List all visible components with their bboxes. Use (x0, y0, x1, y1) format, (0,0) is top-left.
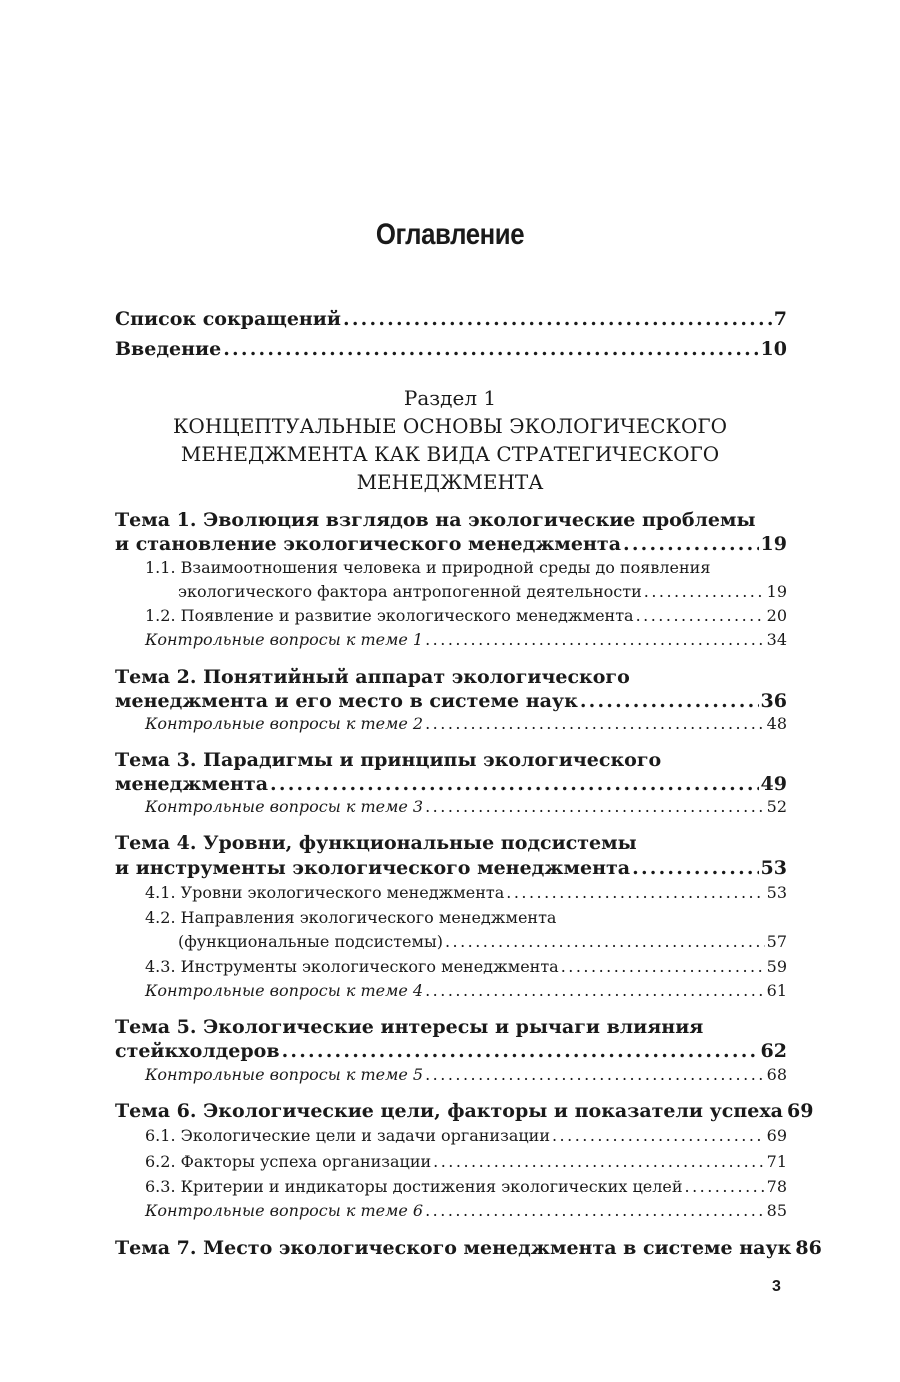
toc-entry-label: Контрольные вопросы к теме 6 (145, 1201, 424, 1220)
toc-entry-label: менеджмента и его место в системе наук (115, 690, 578, 712)
topic-title-line[interactable]: Тема 3. Парадигмы и принципы экологического (115, 749, 662, 771)
toc-entry-page: 62 (760, 1040, 787, 1062)
topic-title-line[interactable]: Тема 1. Эволюция взглядов на экологические проблемы (115, 509, 756, 531)
toc-entry-label: 6.3. Критерии и индикаторы достижения экологических целей (145, 1177, 683, 1196)
toc-entry-page: 69 (787, 1100, 814, 1122)
toc-entry-label: Введение (115, 338, 222, 360)
toc-entry-page: 20 (766, 606, 787, 625)
toc-entry-label: (функциональные подсистемы) (178, 932, 443, 951)
toc-entry-subtopic-1-1[interactable] (178, 580, 787, 604)
toc-entry-subtopic-6-1[interactable] (145, 1124, 787, 1148)
toc-entry-page: 71 (766, 1152, 787, 1171)
toc-entry-label: и инструменты экологического менеджмента (115, 857, 631, 879)
toc-entry-label: и становление экологического менеджмента (115, 533, 622, 555)
toc-entry-topic-5[interactable] (115, 1038, 787, 1064)
toc-entry-page: 19 (766, 582, 787, 601)
toc-entry-label: менеджмента (115, 773, 269, 795)
toc-entry-label: 4.1. Уровни экологического менеджмента (145, 883, 505, 902)
page-number: 3 (772, 1278, 781, 1295)
section-title-line: КОНЦЕПТУАЛЬНЫЕ ОСНОВЫ ЭКОЛОГИЧЕСКОГО (172, 414, 728, 438)
toc-entry-page: 57 (766, 932, 787, 951)
toc-entry-page: 7 (773, 308, 787, 330)
toc-entry-subtopic-4-1[interactable] (145, 881, 787, 905)
section-title-line: МЕНЕДЖМЕНТА (356, 470, 544, 494)
toc-entry-page: 59 (766, 957, 787, 976)
toc-entry-questions-2[interactable] (145, 712, 787, 736)
page-title: Оглавление (375, 218, 525, 251)
toc-entry-page: 19 (760, 533, 787, 555)
toc-entry-label: Контрольные вопросы к теме 1 (145, 630, 424, 649)
toc-entry-subtopic-4-3[interactable] (145, 955, 787, 979)
toc-entry-label: Контрольные вопросы к теме 4 (145, 981, 424, 1000)
toc-entry-questions-4[interactable] (145, 979, 787, 1003)
toc-entry-page: 10 (760, 338, 787, 360)
topic-title-line[interactable]: Тема 2. Понятийный аппарат экологического (115, 666, 630, 688)
section-heading (0, 384, 900, 496)
topic-title-line[interactable]: Тема 4. Уровни, функциональные подсистемы (115, 832, 637, 854)
toc-entry-label: 4.3. Инструменты экологического менеджмента (145, 957, 559, 976)
toc-entry-questions-6[interactable] (145, 1199, 787, 1223)
toc-entry-page: 61 (766, 981, 787, 1000)
toc-entry-label: 6.2. Факторы успеха организации (145, 1152, 432, 1171)
toc-entry-subtopic-6-3[interactable] (145, 1175, 787, 1199)
toc-entry-page: 48 (766, 714, 787, 733)
toc-entry-questions-3[interactable] (145, 795, 787, 819)
toc-entry-label: экологического фактора антропогенной деятельности (178, 582, 642, 601)
toc-entry-page: 49 (760, 773, 787, 795)
toc-entry-page: 69 (766, 1126, 787, 1145)
toc-entry-page: 78 (766, 1177, 787, 1196)
toc-entry-label: стейкхолдеров (115, 1040, 280, 1062)
toc-entry-subtopic-1-2[interactable] (145, 604, 787, 628)
toc-entry-abbreviations[interactable] (115, 306, 787, 332)
section-number: Раздел 1 (403, 386, 497, 410)
toc-entry-page: 53 (760, 857, 787, 879)
toc-entry-label: Контрольные вопросы к теме 3 (145, 797, 424, 816)
toc-entry-label: 1.2. Появление и развитие экологического менеджмента (145, 606, 634, 625)
subtopic-title-line[interactable]: 1.1. Взаимоотношения человека и природной среды до появления (145, 558, 711, 577)
toc-entry-topic-7[interactable] (115, 1235, 822, 1261)
toc-entry-label: Список сокращений (115, 308, 341, 330)
toc-entry-page: 52 (766, 797, 787, 816)
subtopic-title-line[interactable]: 4.2. Направления экологического менеджмента (145, 908, 557, 927)
toc-entry-page: 36 (760, 690, 787, 712)
toc-entry-subtopic-6-2[interactable] (145, 1150, 787, 1174)
toc-entry-topic-6[interactable] (115, 1098, 814, 1124)
toc-entry-page: 85 (766, 1201, 787, 1220)
toc-entry-questions-1[interactable] (145, 628, 787, 652)
toc-entry-page: 68 (766, 1065, 787, 1084)
toc-entry-topic-2[interactable] (115, 688, 787, 714)
toc-entry-label: Тема 6. Экологические цели, факторы и показатели успеха (115, 1100, 783, 1122)
toc-entry-topic-3[interactable] (115, 771, 787, 797)
toc-entry-page: 34 (766, 630, 787, 649)
toc-entry-label: Контрольные вопросы к теме 2 (145, 714, 424, 733)
section-title-line: МЕНЕДЖМЕНТА КАК ВИДА СТРАТЕГИЧЕСКОГО (180, 442, 720, 466)
toc-entry-subtopic-4-2[interactable] (178, 930, 787, 954)
topic-title-line[interactable]: Тема 5. Экологические интересы и рычаги влияния (115, 1016, 704, 1038)
toc-entry-topic-1[interactable] (115, 531, 787, 557)
toc-entry-topic-4[interactable] (115, 855, 787, 881)
toc-entry-page: 53 (766, 883, 787, 902)
toc-entry-label: Контрольные вопросы к теме 5 (145, 1065, 424, 1084)
toc-entry-introduction[interactable] (115, 336, 787, 362)
toc-entry-questions-5[interactable] (145, 1063, 787, 1087)
toc-entry-page: 86 (795, 1237, 822, 1259)
toc-entry-label: 6.1. Экологические цели и задачи организации (145, 1126, 550, 1145)
toc-entry-label: Тема 7. Место экологического менеджмента в системе наук (115, 1237, 792, 1259)
